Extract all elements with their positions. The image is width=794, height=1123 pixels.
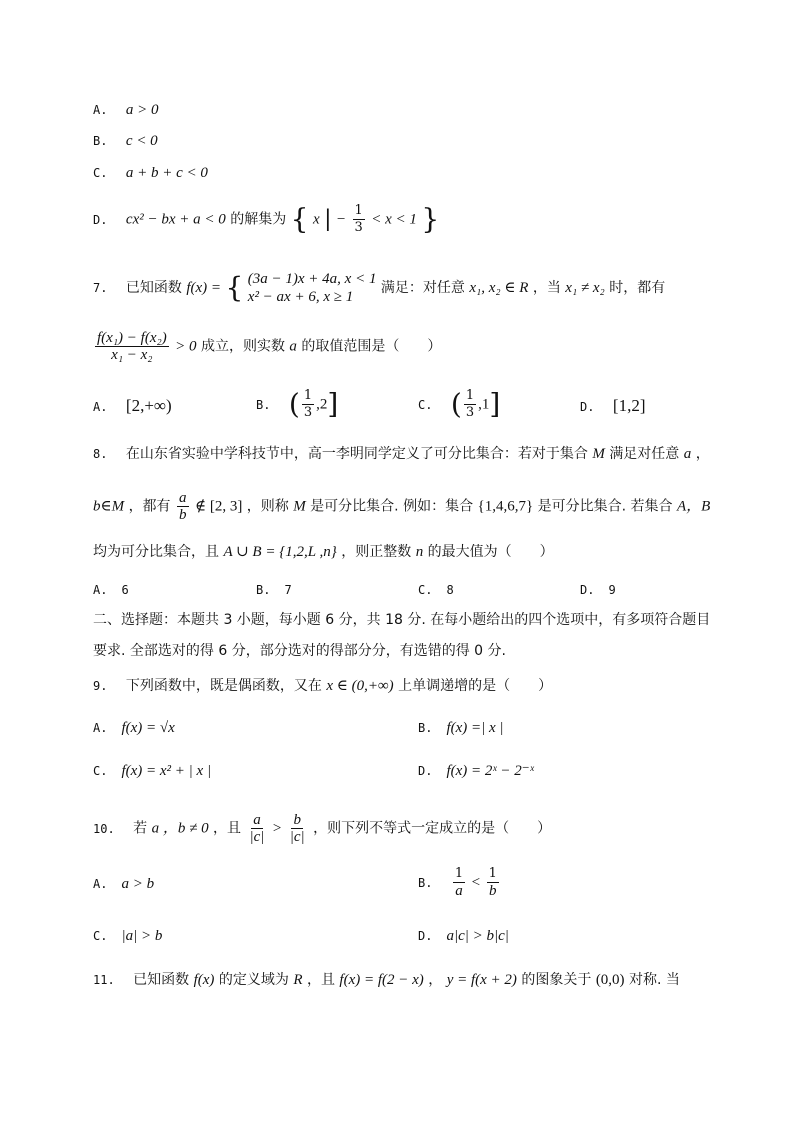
- option-label: A.: [93, 103, 108, 117]
- option-label: B.: [93, 134, 108, 148]
- q7-stem-line2: [93, 330, 441, 363]
- set-bar: |: [324, 206, 332, 232]
- q7-both: 时，都有: [609, 280, 666, 296]
- q8-stem-line3: 均为可分比集合，且 A ∪ B = {1,2,L ,n} ，则正整数 n 的最大值为（ ）: [93, 544, 554, 560]
- question-number: 10.: [93, 821, 115, 836]
- option-label: A.: [93, 400, 108, 414]
- brace-close: }: [421, 202, 440, 236]
- option-text: a > 0: [125, 102, 159, 118]
- option-label: C.: [418, 397, 433, 412]
- q6-option-a: [93, 100, 159, 120]
- set-var: x: [312, 211, 320, 228]
- q10-option-d: D. a|c| > b|c|: [418, 928, 509, 944]
- piecewise-cases: [248, 270, 377, 306]
- option-expr: cx² − bx + a < 0: [125, 211, 226, 228]
- q7-var: a: [289, 338, 297, 355]
- q9-option-c: C. f(x) = x² + | x |: [93, 763, 212, 779]
- option-text: a + b + c < 0: [125, 165, 208, 181]
- question-number: 8.: [93, 447, 108, 461]
- q8-M: M: [592, 446, 605, 462]
- q8-text: 满足对任意: [609, 446, 680, 462]
- option-text: [2,+∞): [125, 396, 172, 415]
- section-heading-line2: 要求. 全部选对的得 6 分，部分选对的得部分分，有选错的得 0 分.: [93, 643, 506, 659]
- question-number: 11.: [93, 973, 115, 987]
- q8-text: 在山东省实验中学科技节中，高一李明同学定义了可分比集合：若对于集合: [125, 446, 588, 462]
- option-label: D.: [93, 212, 108, 227]
- q7-when: ，当: [532, 280, 561, 296]
- q9-option-d: D. f(x) = 2ˣ − 2⁻ˣ: [418, 763, 534, 779]
- q9-option-a: A. f(x) = √x: [93, 720, 175, 736]
- question-number: 7.: [93, 281, 108, 295]
- piecewise-brace: {: [225, 271, 244, 304]
- q7-option-b: B. ( $\frac{1}{3}$ ,2]: [256, 387, 339, 421]
- option-text: c < 0: [125, 133, 158, 149]
- question-number: 9.: [93, 679, 108, 693]
- section-heading-line1: 二、选择题：本题共 3 小题，每小题 6 分，共 18 分. 在每小题给出的四个选项中，有多项符合题目: [93, 612, 711, 628]
- set-rest: < x < 1: [371, 211, 417, 228]
- option-label: B.: [256, 397, 271, 412]
- q7-cond: > 0: [175, 338, 197, 355]
- q8-a: a: [683, 446, 692, 462]
- q8-stem-line1: 8. 在山东省实验中学科技节中，高一李明同学定义了可分比集合：若对于集合 M 满足对任意 a ，: [93, 446, 710, 462]
- option-text: [1,2]: [612, 396, 646, 415]
- piece-1: (3a − 1)x + 4a, x < 1: [247, 271, 377, 287]
- q8-option-c: C. 8: [418, 583, 454, 597]
- q7-tail2: 的取值范围是（ ）: [301, 338, 442, 355]
- q10-option-b: B. $\frac{1}{a}$ < $\frac{1}{b}$: [418, 866, 497, 899]
- set-fraction: $\frac{1}{3}$: [354, 203, 363, 235]
- option-label: C.: [93, 166, 108, 180]
- q7-post: 满足：对任意: [380, 280, 465, 296]
- q7-option-d: [580, 396, 645, 417]
- q7-option-c: C. ( $\frac{1}{3}$ ,1]: [418, 387, 501, 421]
- q7-tail: 成立，则实数: [200, 338, 285, 355]
- option-mid: 的解集为: [230, 211, 287, 228]
- q11-stem: 11. 已知函数 f(x) 的定义域为 R ，且 f(x) = f(2 − x) ， y = f(x + 2) 的图象关于 (0,0) 对称. 当: [93, 972, 680, 988]
- q10-option-a: A. a > b: [93, 876, 155, 892]
- q8-option-a: A. 6: [93, 583, 129, 597]
- q9-option-b: B. f(x) =| x |: [418, 720, 504, 736]
- q8-option-b: B. 7: [256, 583, 292, 597]
- q7-fname: f(x) =: [186, 280, 222, 296]
- q10-stem: 10. 若 a ，b ≠ 0 ，且 $\frac{a}{|c|}$ > $\frac{b}{|c|}$ ，则下列不等式一定成立的是（ ）: [93, 812, 552, 845]
- brace-open: {: [290, 202, 309, 236]
- q10-option-c: C. |a| > b: [93, 928, 163, 944]
- q7-x1x2: x₁, x₂ ∈ R: [469, 280, 529, 296]
- q8-option-d: D. 9: [580, 583, 616, 597]
- q7-stem-line1: [93, 270, 665, 306]
- q9-stem: 9. 下列函数中，既是偶函数，又在 x ∈ (0,+∞) 上单调递增的是（ ）: [93, 678, 553, 694]
- q8-stem-line2: b∈M ，都有 $\frac{a}{b}$ ∉ [2, 3] ，则称 M 是可分比集合. 例如：集合 {1,4,6,7} 是可分比集合. 若集合 A，B: [93, 490, 711, 523]
- piece-2: x² − ax + 6, x ≥ 1: [247, 289, 354, 305]
- q6-option-c: [93, 163, 208, 183]
- q6-option-b: [93, 131, 158, 151]
- q7-fraction: $\frac{\text{f(x₁) − f(x₂)}}{\text{x₁ − x₂}}$: [97, 330, 167, 363]
- q7-pre: 已知函数: [125, 280, 182, 296]
- q7-neq: x₁ ≠ x₂: [565, 280, 605, 296]
- q7-option-a: [93, 396, 172, 417]
- q6-option-d: D. cx² − bx + a < 0 的解集为 { x | − $\frac{1}{3}$ < x < 1 }: [93, 202, 440, 236]
- option-label: D.: [580, 400, 595, 414]
